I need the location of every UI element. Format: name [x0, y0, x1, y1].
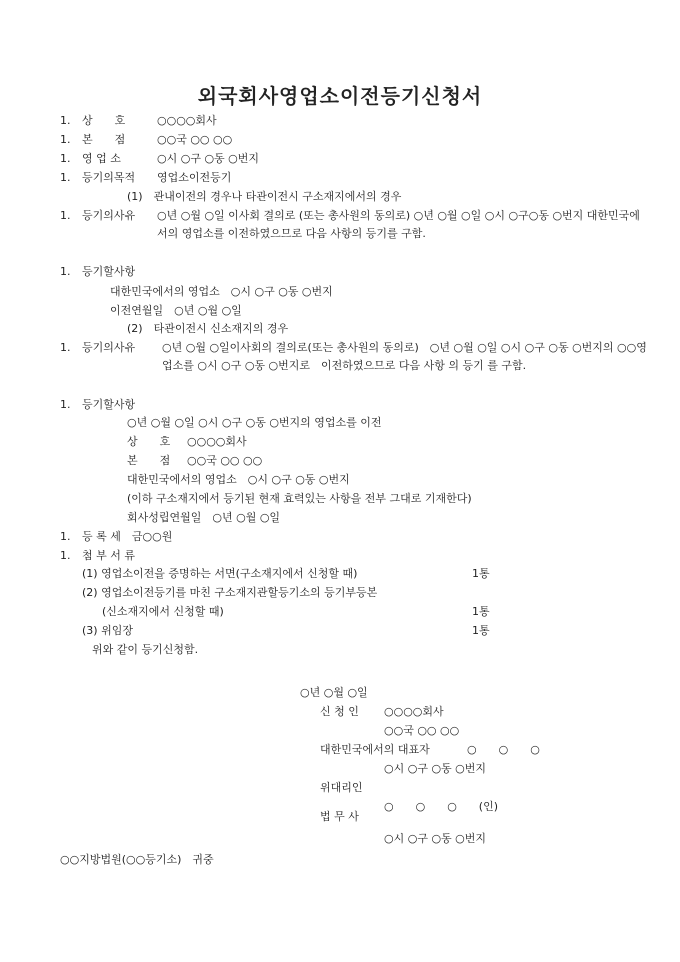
lawyer-label: 법 무 사 [320, 810, 359, 823]
attachment-2-note: (신소재지에서 신청할 때) [102, 605, 224, 618]
application-date: ○년 ○월 ○일 [300, 686, 368, 699]
agent-label: 위대리인 [320, 781, 363, 794]
matters-note: (이하 구소재지에서 등기된 현재 효력있는 사항을 전부 그대로 기재한다) [127, 492, 472, 505]
matters-branch: 대한민국에서의 영업소 ○시 ○구 ○동 ○번지 [110, 285, 333, 298]
representative-address: ○시 ○구 ○동 ○번지 [384, 762, 487, 775]
matters-label: 등기할사항 [82, 265, 136, 278]
attachments-label: 첨 부 서 류 [82, 549, 135, 562]
reason-label: 등기의사유 [82, 209, 136, 222]
attachment-3-count: 1통 [472, 624, 490, 637]
matters-head-office-value: ○○국 ○○ ○○ [187, 454, 263, 467]
representative-label: 대한민국에서의 대표자 [320, 743, 430, 756]
reason-label: 등기의사유 [82, 341, 136, 354]
attachment-2-count: 1통 [472, 605, 490, 618]
head-office-label: 본 점 [82, 133, 126, 146]
trade-name-label: 상 호 [82, 114, 126, 127]
purpose-label: 등기의목적 [82, 171, 136, 184]
applicant-value: ○○○○회사 [384, 705, 444, 718]
item-marker: 1. [60, 530, 71, 543]
lawyer-address: ○시 ○구 ○동 ○번지 [384, 832, 487, 845]
applicant-address: ○○국 ○○ ○○ [384, 724, 460, 737]
matters-relocation: ○년 ○월 ○일 ○시 ○구 ○동 ○번지의 영업소를 이전 [127, 416, 382, 429]
item-marker: 1. [60, 209, 71, 222]
attachment-3: (3) 위임장 [82, 624, 133, 637]
attachment-2: (2) 영업소이전등기를 마친 구소재지관할등기소의 등기부등본 [82, 586, 378, 599]
branch-label: 영 업 소 [82, 152, 121, 165]
attachment-1: (1) 영업소이전을 증명하는 서면(구소재지에서 신청할 때) [82, 567, 358, 580]
trade-name-value: ○○○○회사 [157, 114, 217, 127]
item-marker: 1. [60, 171, 71, 184]
reason-text: ○년 ○월 ○일이사회의 결의로(또는 총사원의 동의로) ○년 ○월 ○일 ○시 ○구 ○동 ○번지의 ○○영업소를 ○시 ○구 ○동 ○번지로 이전하였으므로 다음 사항 의 등기 를 구함. [162, 341, 647, 372]
item-marker: 1. [60, 133, 71, 146]
applicant-label: 신 청 인 [320, 705, 359, 718]
reason-text: ○년 ○월 ○일 이사회 결의로 (또는 총사원의 동의로) ○년 ○월 ○일 ○시 ○구○동 ○번지 대한민국에서의 영업소를 이전하였으므로 다음 사항의 등기를 구함. [157, 209, 640, 240]
matters-trade-name-value: ○○○○회사 [187, 435, 247, 448]
head-office-value: ○○국 ○○ ○○ [157, 133, 233, 146]
item-marker: 1. [60, 549, 71, 562]
representative-value: ○ ○ ○ [467, 743, 540, 756]
case1-heading: (1) 관내이전의 경우나 타관이전시 구소재지에서의 경우 [127, 190, 402, 203]
purpose-value: 영업소이전등기 [157, 171, 232, 184]
matters-branch: 대한민국에서의 영업소 ○시 ○구 ○동 ○번지 [127, 473, 350, 486]
matters-trade-name-label: 상 호 [127, 435, 171, 448]
case2-heading: (2) 타관이전시 신소재지의 경우 [127, 322, 289, 335]
item-marker: 1. [60, 114, 71, 127]
matters-establishment-date: 회사성립연월일 ○년 ○월 ○일 [127, 511, 281, 524]
closing-statement: 위와 같이 등기신청함. [92, 643, 199, 656]
matters-label: 등기할사항 [82, 398, 136, 411]
item-marker: 1. [60, 265, 71, 278]
matters-head-office-label: 본 점 [127, 454, 171, 467]
matters-relocation-date: 이전연월일 ○년 ○월 ○일 [110, 304, 242, 317]
item-marker: 1. [60, 398, 71, 411]
document-title: 외국회사영업소이전등기신청서 [197, 84, 483, 108]
attachment-1-count: 1통 [472, 567, 490, 580]
branch-value: ○시 ○구 ○동 ○번지 [157, 152, 260, 165]
item-marker: 1. [60, 152, 71, 165]
registration-tax: 등 록 세 금○○원 [82, 530, 173, 543]
lawyer-value: ○ ○ ○ (인) [384, 800, 499, 813]
court-addressee: ○○지방법원(○○등기소) 귀중 [60, 853, 214, 866]
item-marker: 1. [60, 341, 71, 354]
